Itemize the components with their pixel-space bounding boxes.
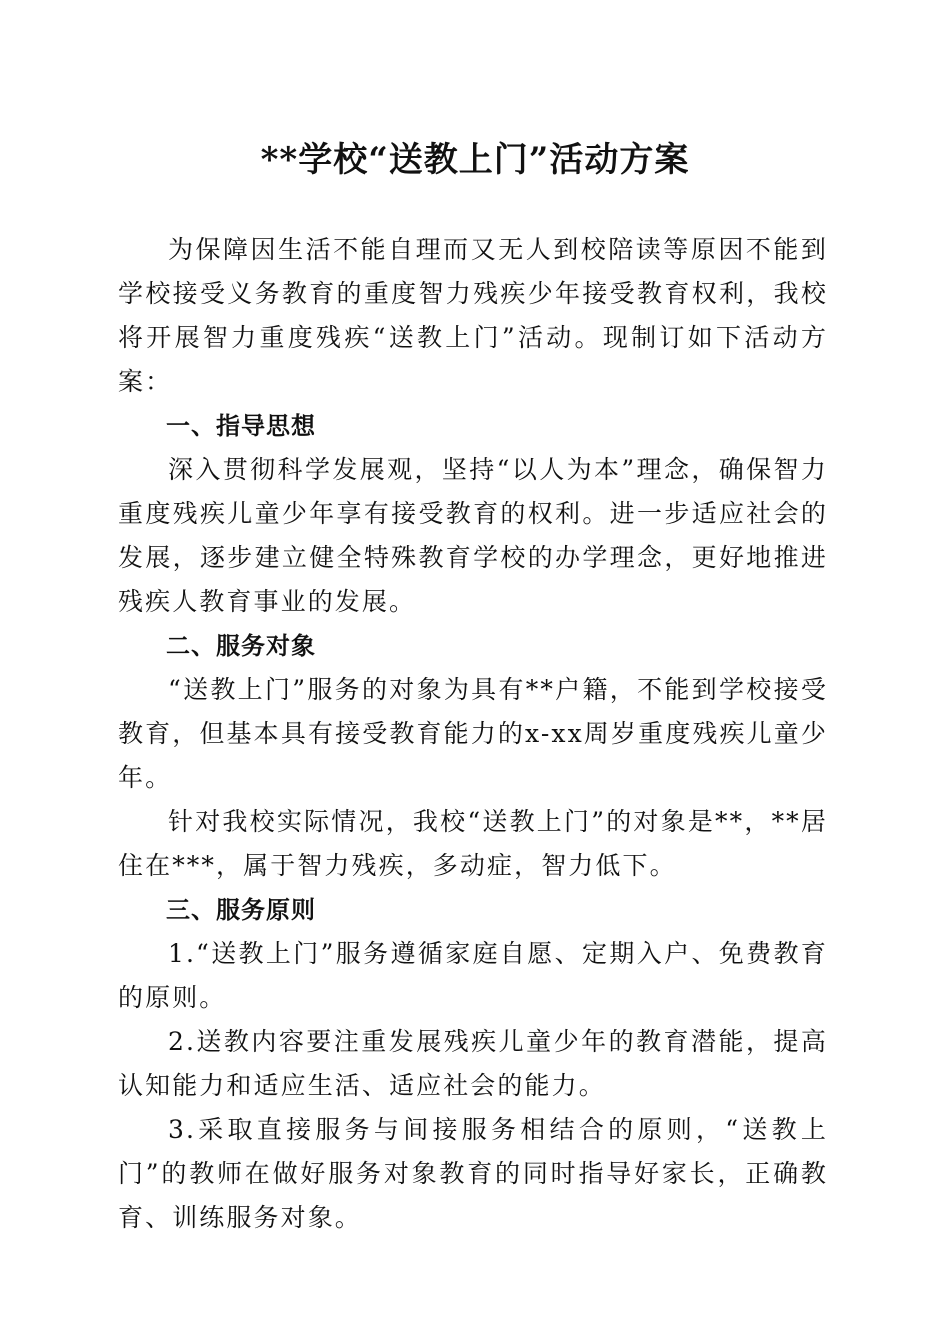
section-heading-service-target: 二、服务对象 bbox=[166, 632, 316, 660]
section-heading-service-principles: 三、服务原则 bbox=[166, 896, 316, 924]
paragraph-guiding-ideology: 深入贯彻科学发展观，坚持“以人为本”理念，确保智力重度残疾儿童少年享有接受教育的权利。进一步适应社会的发展，逐步建立健全特殊教育学校的办学理念，更好地推进残疾人教育事业的发展。 bbox=[118, 455, 828, 616]
paragraph-principle-2: 2.送教内容要注重发展残疾儿童少年的教育潜能，提高认知能力和适应生活、适应社会的能力。 bbox=[118, 1027, 828, 1100]
paragraph-principle-3: 3.采取直接服务与间接服务相结合的原则，“送教上门”的教师在做好服务对象教育的同时指导好家长，正确教育、训练服务对象。 bbox=[118, 1115, 828, 1232]
paragraph-principle-1: 1.“送教上门”服务遵循家庭自愿、定期入户、免费教育的原则。 bbox=[118, 939, 828, 1012]
intro-paragraph: 为保障因生活不能自理而又无人到校陪读等原因不能到学校接受义务教育的重度智力残疾少年接受教育权利，我校将开展智力重度残疾“送教上门”活动。现制订如下活动方案： bbox=[118, 235, 828, 396]
paragraph-service-target-1: “送教上门”服务的对象为具有**户籍，不能到学校接受教育，但基本具有接受教育能力的x-xx周岁重度残疾儿童少年。 bbox=[118, 675, 828, 792]
section-heading-guiding-ideology: 一、指导思想 bbox=[166, 412, 316, 440]
paragraph-service-target-2: 针对我校实际情况，我校“送教上门”的对象是**，**居住在***，属于智力残疾，多动症，智力低下。 bbox=[118, 807, 828, 880]
document-title: **学校“送教上门”活动方案 bbox=[260, 140, 690, 180]
document-body bbox=[118, 228, 828, 1240]
